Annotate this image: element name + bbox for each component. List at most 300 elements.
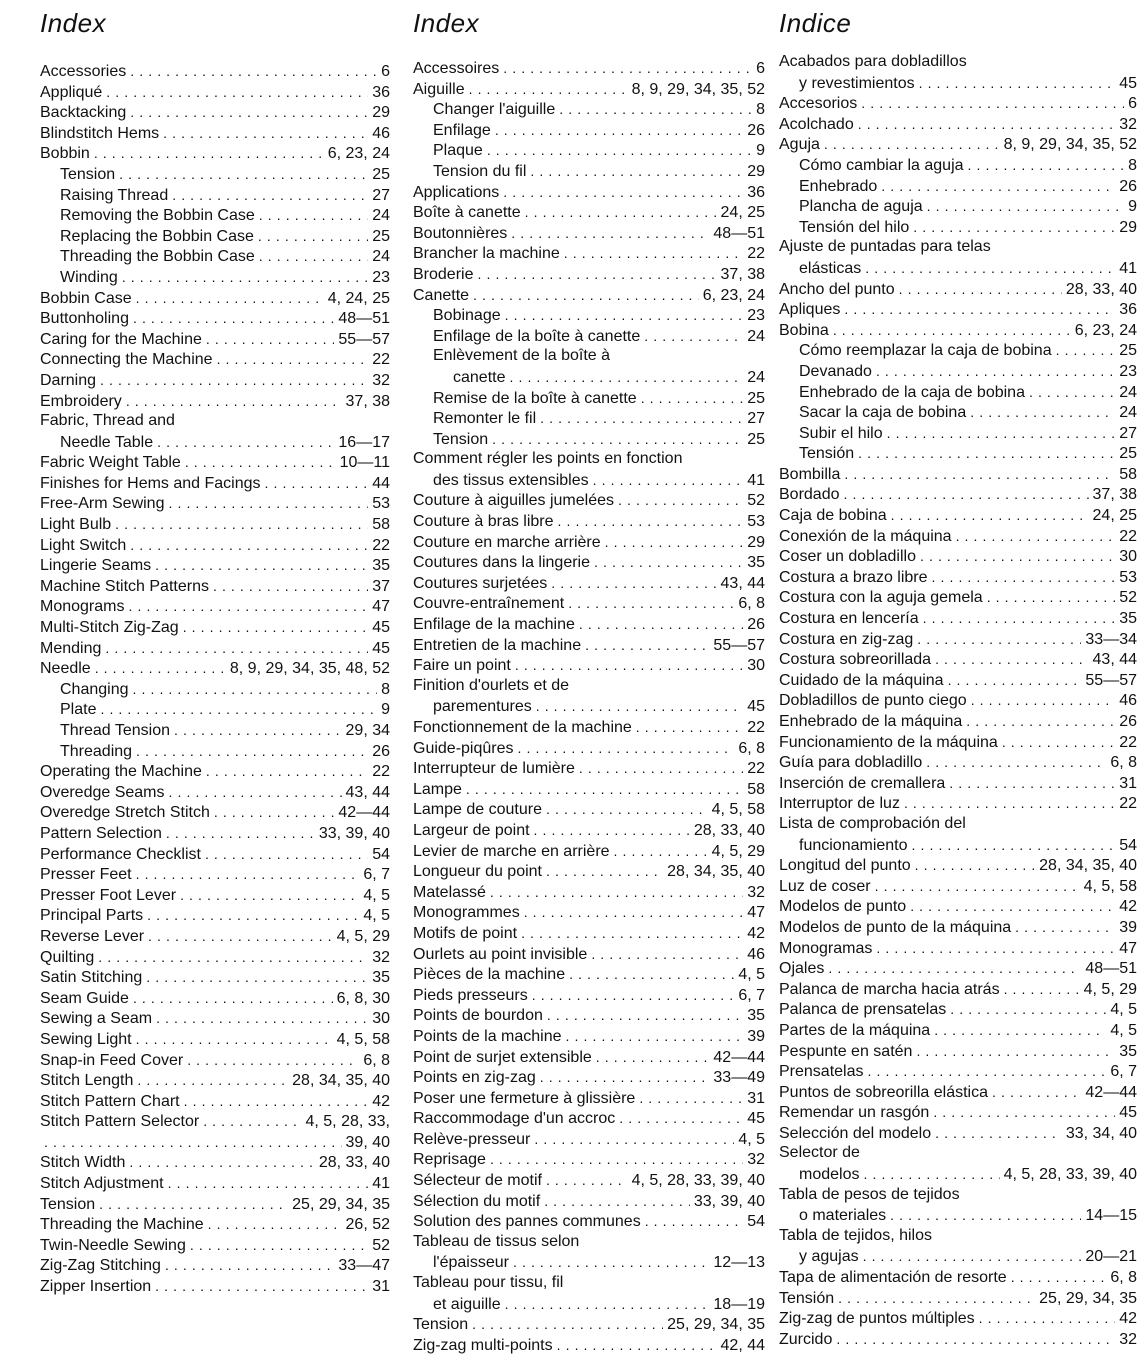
index-entry: [779, 1020, 1137, 1041]
entry-label: Inserción de cremallera: [779, 774, 946, 792]
dot-leader: [863, 1246, 1082, 1267]
entry-label: Bobina: [779, 321, 829, 339]
index-entry: [779, 587, 1137, 608]
dot-leader: [568, 593, 734, 614]
entry-page: 48—51: [1085, 960, 1137, 978]
dot-leader: [190, 1235, 368, 1256]
entry-page: 45: [1119, 1104, 1137, 1122]
dot-leader: [213, 576, 368, 597]
dot-leader: [566, 1026, 744, 1047]
dot-leader: [44, 1132, 342, 1153]
index-entry: [779, 1082, 1137, 1103]
entry-label: Blindstitch Hems: [40, 124, 160, 142]
dot-leader: [904, 793, 1115, 814]
dot-leader: [890, 1205, 1081, 1226]
dot-leader: [217, 349, 369, 370]
index-entry: [40, 329, 390, 350]
entry-label: Sewing Light: [40, 1030, 132, 1048]
entry-list: [779, 52, 1137, 1349]
entry-label: Sélection du motif: [413, 1192, 541, 1210]
dot-leader: [970, 402, 1115, 423]
index-entry: [779, 1041, 1137, 1062]
index-entry: [40, 411, 390, 432]
index-entry: [413, 79, 765, 100]
entry-page: 8: [756, 101, 765, 119]
entry-page: 25, 29, 34, 35: [1039, 1289, 1137, 1307]
entry-page: 4, 5: [363, 886, 390, 904]
entry-page: 36: [1119, 301, 1137, 319]
entry-label: Seam Guide: [40, 989, 129, 1007]
entry-label: Couture en marche arrière: [413, 533, 601, 551]
index-entry: [40, 61, 390, 82]
dot-leader: [956, 526, 1116, 547]
dot-leader: [968, 155, 1125, 176]
entry-label: Enfilage de la boîte à canette: [433, 327, 641, 345]
index-entry: [40, 143, 390, 164]
dot-leader: [130, 102, 368, 123]
entry-label: Presser Foot Lever: [40, 886, 177, 904]
entry-page: 4, 5, 58: [336, 1030, 390, 1048]
entry-label: Stitch Adjustment: [40, 1175, 164, 1193]
entry-label: Enhebrado de la máquina: [779, 713, 963, 730]
index-entry: [40, 638, 390, 659]
dot-leader: [534, 820, 690, 841]
entry-page: 52: [1119, 589, 1137, 607]
entry-page: 41: [1119, 259, 1137, 277]
entry-page: 33—49: [713, 1069, 765, 1087]
entry-label: Tension: [60, 165, 116, 183]
entry-label: Aguja: [779, 136, 820, 154]
dot-leader: [521, 923, 743, 944]
entry-label: Lista de comprobación del: [779, 814, 966, 832]
entry-label: Remonter le fil: [433, 410, 537, 428]
index-entry: [779, 793, 1137, 814]
entry-page: 30: [372, 1010, 390, 1028]
entry-label: funcionamiento: [799, 836, 908, 854]
entry-label: Ajuste de puntadas para telas: [779, 238, 991, 256]
dot-leader: [933, 1102, 1115, 1123]
index-entry: [779, 1226, 1137, 1247]
dot-leader: [130, 61, 377, 82]
dot-leader: [95, 658, 226, 679]
entry-label: Acabados para dobladillos: [779, 53, 967, 70]
dot-leader: [868, 1061, 1107, 1082]
entry-label: Tension: [433, 430, 489, 448]
dot-leader: [137, 1070, 288, 1091]
entry-label: Boîte à canette: [413, 204, 521, 222]
dot-leader: [913, 217, 1115, 238]
index-entry: [40, 905, 390, 926]
index-entry: [40, 205, 390, 226]
index-entry: [40, 699, 390, 720]
dot-leader: [165, 1255, 334, 1276]
dot-leader: [106, 82, 368, 103]
index-entry: [40, 1091, 390, 1112]
index-entry: [779, 464, 1137, 485]
entry-page: 22: [372, 763, 390, 781]
entry-page: 25: [747, 389, 765, 407]
dot-leader: [920, 546, 1115, 567]
entry-page: 24: [1119, 404, 1137, 422]
dot-leader: [594, 552, 743, 573]
dot-leader: [166, 823, 315, 844]
dot-leader: [259, 205, 368, 226]
column-title: Index: [413, 8, 480, 38]
index-entry: [779, 649, 1137, 670]
index-entry: [413, 449, 765, 470]
entry-label: Palanca de prensatelas: [779, 1001, 947, 1019]
index-entry: [413, 243, 765, 264]
entry-label: Fonctionnement de la machine: [413, 719, 632, 736]
entry-page: 54: [1119, 836, 1137, 854]
index-entry: [413, 182, 765, 203]
entry-page: 9: [381, 701, 390, 719]
dot-leader: [105, 638, 368, 659]
dot-leader: [844, 484, 1089, 505]
index-entry: [413, 1067, 765, 1088]
entry-label: Accesorios: [779, 95, 858, 113]
entry-label: Twin-Needle Sewing: [40, 1236, 186, 1254]
entry-page: 4, 5, 29: [711, 842, 765, 860]
entry-label: Quilting: [40, 948, 95, 966]
index-entry: [779, 402, 1137, 423]
dot-leader: [495, 120, 743, 141]
dot-leader: [881, 176, 1115, 197]
entry-label: Threading: [60, 742, 133, 760]
index-entry: [40, 288, 390, 309]
entry-page: 33—47: [338, 1257, 390, 1275]
entry-page: 46: [1119, 692, 1137, 710]
entry-list: [413, 58, 765, 1355]
dot-leader: [136, 1029, 333, 1050]
entry-label: Light Bulb: [40, 516, 112, 534]
entry-label: Entretien de la machine: [413, 636, 582, 654]
entry-label: Principal Parts: [40, 907, 144, 925]
entry-page: 35: [372, 557, 390, 575]
entry-label: Costura en lencería: [779, 610, 919, 628]
dot-leader: [505, 305, 744, 326]
entry-page: 6, 7: [363, 866, 390, 884]
index-entry: [779, 1329, 1137, 1350]
index-entry: [40, 576, 390, 597]
dot-leader: [540, 408, 743, 429]
entry-page: 45: [372, 619, 390, 637]
index-entry: [413, 223, 765, 244]
index-entry: [40, 82, 390, 103]
entry-page: 37, 38: [1092, 486, 1137, 504]
entry-label: Tableau pour tissu, fil: [413, 1274, 564, 1292]
index-entry: [413, 1088, 765, 1109]
index-entry: [779, 258, 1137, 279]
index-entry: [779, 546, 1137, 567]
entry-label: Ourlets au point invisible: [413, 945, 588, 963]
entry-page: 4, 5, 28, 33, 39, 40: [1003, 1166, 1137, 1184]
dot-leader: [948, 670, 1082, 691]
dot-leader: [147, 905, 359, 926]
entry-page: 8, 9, 29, 34, 35, 48, 52: [229, 660, 390, 678]
entry-page: 42, 44: [720, 1336, 765, 1354]
entry-page: 6: [381, 63, 390, 80]
index-entry: [779, 237, 1137, 258]
index-entry: [779, 134, 1137, 155]
index-entry: [413, 614, 765, 635]
dot-leader: [916, 1041, 1115, 1062]
entry-label: Longueur du point: [413, 863, 542, 881]
entry-page: 6, 7: [738, 986, 765, 1004]
dot-leader: [619, 1108, 743, 1129]
entry-label: o materiales: [799, 1207, 887, 1225]
entry-label: Levier de marche en arrière: [413, 842, 610, 860]
entry-label: Removing the Bobbin Case: [60, 207, 255, 225]
entry-label: Luz de coser: [779, 877, 871, 895]
entry-page: 23: [747, 307, 765, 325]
entry-label: Needle: [40, 660, 91, 678]
entry-page: 24: [1119, 383, 1137, 401]
dot-leader: [932, 567, 1116, 588]
entry-label: Fabric, Thread and: [40, 412, 175, 430]
entry-page: 22: [747, 719, 765, 736]
index-entry: [779, 361, 1137, 382]
dot-leader: [917, 629, 1081, 650]
entry-label: Lampe: [413, 780, 462, 798]
dot-leader: [564, 243, 743, 264]
dot-leader: [636, 717, 743, 738]
index-entry: [40, 988, 390, 1009]
dot-leader: [596, 1047, 710, 1068]
entry-label: Boutonnières: [413, 224, 508, 242]
entry-label: Monogramas: [779, 939, 873, 957]
entry-label: Costura en zig-zag: [779, 630, 914, 648]
entry-label: Plaque: [433, 142, 483, 160]
index-entry: [40, 720, 390, 741]
entry-page: 42: [1119, 898, 1137, 916]
entry-label: Tension du fil: [433, 162, 527, 180]
index-entry: [779, 320, 1137, 341]
index-entry: [413, 264, 765, 285]
entry-page: 27: [372, 186, 390, 204]
dot-leader: [858, 443, 1115, 464]
entry-label: Pièces de la machine: [413, 966, 566, 984]
entry-page: 25: [372, 227, 390, 245]
entry-label: Solution des pannes communes: [413, 1213, 641, 1231]
dot-leader: [547, 1005, 743, 1026]
dot-leader: [876, 361, 1115, 382]
dot-leader: [1015, 917, 1115, 938]
index-entry: [413, 1232, 765, 1253]
entry-page: 42: [747, 924, 765, 942]
index-entry: [40, 782, 390, 803]
dot-leader: [136, 864, 360, 885]
dot-leader: [579, 758, 743, 779]
entry-page: 45: [747, 1110, 765, 1128]
dot-leader: [206, 761, 368, 782]
entry-label: Overedge Stretch Stitch: [40, 804, 210, 822]
entry-page: 43, 44: [720, 574, 765, 592]
entry-label: Longitud del punto: [779, 857, 911, 875]
dot-leader: [203, 1111, 301, 1132]
index-entry: [413, 202, 765, 223]
index-entry: [779, 896, 1137, 917]
entry-label: Connecting the Machine: [40, 351, 213, 369]
entry-page: 28, 34, 35, 40: [1039, 857, 1137, 875]
index-entry: [413, 779, 765, 800]
dot-leader: [184, 1091, 369, 1112]
index-entry: [779, 196, 1137, 217]
dot-leader: [119, 164, 368, 185]
dot-leader: [887, 423, 1116, 444]
entry-page: 14—15: [1085, 1207, 1137, 1225]
index-entry: [40, 1008, 390, 1029]
index-entry: [413, 511, 765, 532]
index-entry: [413, 902, 765, 923]
entry-label: Brancher la machine: [413, 245, 560, 263]
dot-leader: [492, 429, 743, 450]
index-entry: [40, 926, 390, 947]
index-entry: [40, 1194, 390, 1215]
dot-leader: [919, 73, 1116, 94]
dot-leader: [950, 999, 1106, 1020]
entry-page: 45: [1119, 74, 1137, 92]
entry-label: l'épaisseur: [433, 1254, 509, 1272]
entry-page: 31: [372, 1278, 390, 1296]
entry-label: Motifs de point: [413, 924, 518, 942]
index-entry: [413, 429, 765, 450]
entry-page: 53: [1119, 568, 1137, 586]
entry-label: Zig-zag multi-points: [413, 1336, 553, 1354]
dot-leader: [559, 99, 752, 120]
entry-label: Points de bourdon: [413, 1007, 543, 1025]
dot-leader: [156, 1008, 368, 1029]
entry-label: Darning: [40, 371, 97, 389]
index-entry: [413, 346, 765, 367]
dot-leader: [836, 1329, 1115, 1350]
entry-label: Sélecteur de motif: [413, 1172, 542, 1190]
entry-label: Selector de: [779, 1144, 860, 1162]
entry-label: Changing: [60, 680, 129, 698]
dot-leader: [511, 223, 709, 244]
entry-label: Partes de la máquina: [779, 1021, 931, 1039]
dot-leader: [525, 202, 717, 223]
entry-page: 4, 5, 28, 33,: [305, 1113, 390, 1131]
index-entry: [40, 514, 390, 535]
index-entry: [413, 161, 765, 182]
entry-label: Guía para dobladillo: [779, 754, 923, 772]
entry-page: 24: [747, 368, 765, 386]
index-entry: [413, 1252, 765, 1273]
index-entry: [413, 305, 765, 326]
dot-leader: [469, 79, 628, 100]
entry-page: 33, 39, 40: [693, 1192, 765, 1210]
entry-label: Satin Stitching: [40, 969, 143, 987]
index-entry: [413, 985, 765, 1006]
entry-page: 32: [747, 1151, 765, 1169]
dot-leader: [971, 690, 1116, 711]
entry-page: 25, 29, 34, 35: [667, 1316, 765, 1334]
entry-page: 29: [1119, 218, 1137, 236]
index-entry: [779, 1164, 1137, 1185]
dot-leader: [899, 279, 1062, 300]
dot-leader: [858, 114, 1115, 135]
entry-label: Aiguille: [413, 80, 465, 98]
entry-label: Bobbin: [40, 145, 90, 163]
entry-page: 46: [372, 124, 390, 142]
index-entry: [779, 711, 1137, 732]
entry-page: 8: [381, 680, 390, 698]
entry-page: 26: [372, 742, 390, 760]
entry-label: Cuidado de la máquina: [779, 671, 944, 689]
entry-label: Sacar la caja de bobina: [799, 404, 967, 422]
index-entry: [40, 1111, 390, 1132]
entry-page: 29: [747, 162, 765, 180]
dot-leader: [876, 938, 1115, 959]
entry-page: 24, 25: [720, 204, 765, 222]
entry-page: 4, 5, 28, 33, 39, 40: [631, 1172, 765, 1190]
dot-leader: [557, 1335, 717, 1356]
index-entry: [413, 367, 765, 388]
index-entry: [779, 1205, 1137, 1226]
index-entry: [40, 823, 390, 844]
dot-leader: [536, 696, 743, 717]
index-entry: [779, 526, 1137, 547]
entry-label: Enlèvement de la boîte à: [433, 347, 611, 365]
entry-page: 4, 5, 58: [1083, 877, 1137, 895]
entry-label: des tissus extensibles: [433, 471, 589, 489]
dot-leader: [133, 988, 333, 1009]
entry-label: Ancho del punto: [779, 280, 895, 298]
index-entry: [413, 635, 765, 656]
index-entry: [413, 140, 765, 161]
entry-page: 30: [1119, 548, 1137, 566]
entry-page: 9: [1128, 198, 1137, 216]
entry-label: Dobladillos de punto ciego: [779, 692, 967, 710]
entry-page: 28, 33, 40: [693, 821, 765, 839]
index-entry: [779, 732, 1137, 753]
index-entry: [413, 717, 765, 738]
dot-leader: [136, 288, 324, 309]
dot-leader: [509, 367, 743, 388]
index-entry: [779, 1308, 1137, 1329]
entry-label: Threading the Machine: [40, 1216, 204, 1234]
entry-page: 32: [1119, 115, 1137, 133]
entry-label: Points de la machine: [413, 1027, 562, 1045]
index-entry: [413, 326, 765, 347]
dot-leader: [979, 1308, 1116, 1329]
entry-label: Stitch Length: [40, 1072, 134, 1090]
entry-label: Tabla de tejidos, hilos: [779, 1226, 932, 1244]
entry-page: 29, 34: [345, 722, 390, 739]
index-entry: [779, 114, 1137, 135]
dot-leader: [949, 773, 1115, 794]
index-entry: [779, 773, 1137, 794]
entry-label: Tensión: [779, 1289, 835, 1307]
entry-label: Funcionamiento de la máquina: [779, 733, 998, 751]
entry-page: 24: [747, 327, 765, 345]
index-entry: [40, 123, 390, 144]
index-entry: [779, 505, 1137, 526]
entry-label: Pattern Selection: [40, 824, 162, 842]
index-entry: [40, 1132, 390, 1153]
entry-label: Stitch Pattern Chart: [40, 1092, 180, 1110]
entry-label: canette: [453, 368, 506, 386]
entry-label: Snap-in Feed Cover: [40, 1051, 184, 1069]
entry-label: Apliques: [779, 301, 841, 319]
index-entry: [779, 670, 1137, 691]
index-entry: [779, 608, 1137, 629]
entry-label: Lingerie Seams: [40, 557, 152, 575]
entry-page: 28, 33, 40: [318, 1154, 390, 1172]
entry-page: 39: [747, 1027, 765, 1045]
entry-page: 45: [747, 698, 765, 716]
